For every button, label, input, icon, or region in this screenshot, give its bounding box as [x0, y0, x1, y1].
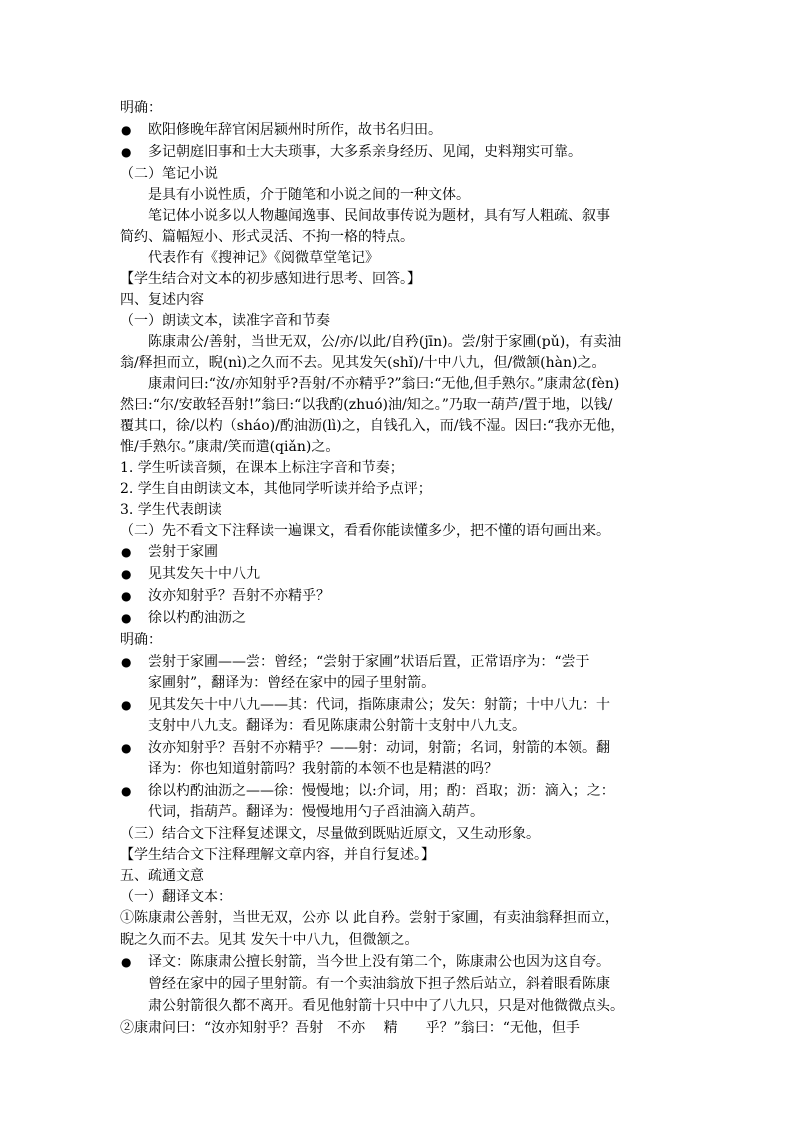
bullet-icon: ●	[121, 567, 132, 581]
text-line: 徐以杓酌油沥之——徐：慢慢地；以:介词，用；酌：舀取；沥：滴入；之：	[148, 783, 615, 799]
text-line: 支射中八九支。翻译为：看见陈康肃公射箭十支射中八九支。	[148, 718, 526, 734]
text-line: 译为：你也知道射箭吗？我射箭的本领不也是精湛的吗？	[148, 761, 498, 777]
text-line: 简约、篇幅短小、形式灵活、不拘一格的特点。	[120, 229, 414, 245]
text-line: 代表作有《搜神记》《阅微草堂笔记》	[148, 250, 379, 266]
bullet-icon: ●	[121, 655, 132, 669]
text-line: 见其发矢十中八九	[148, 566, 260, 582]
bullet-icon: ●	[121, 589, 132, 603]
text-line: 多记朝庭旧事和士大夫琐事，大多系亲身经历、见闻，史料翔实可靠。	[148, 144, 582, 160]
text-line: 覆其口，徐/以杓（sháo)/酌油沥(lì)之，自钱孔入，而/钱不湿。因曰:“我亦无他，	[120, 418, 625, 434]
text-line: 3. 学生代表朗读	[120, 502, 222, 518]
text-line: ①陈康肃公善射，当世无双，公亦 以 此自矜。尝射于家圃，有卖油翁释担而立，	[120, 910, 619, 926]
text-line: 睨之久而不去。见其 发矢十中八九，但微颔之。	[120, 932, 419, 948]
text-line: 【学生结合对文本的初步感知进行思考、回答。】	[120, 271, 421, 287]
text-line: 尝射于家圃	[148, 544, 218, 560]
text-line: 五、疏通文意	[120, 868, 204, 884]
text-line: 肃公射箭很久都不离开。看见他射箭十只中中了八九只，只是对他微微点头。	[148, 998, 624, 1014]
bullet-icon: ●	[121, 741, 132, 755]
bullet-icon: ●	[121, 698, 132, 712]
text-line: ②康肃问曰：“汝亦知射乎？吾射 不亦 精 乎？”翁曰：“无他，但手	[120, 1020, 580, 1036]
text-line: 【学生结合文下注释理解文章内容，并自行复述。】	[120, 847, 435, 863]
text-line: （三）结合文下注释复述课文，尽量做到既贴近原文，又生动形象。	[120, 826, 540, 842]
text-line: 汝亦知射乎？吾射不亦精乎？	[148, 588, 330, 604]
text-line: 2. 学生自由朗读文本，其他同学听读并给予点评；	[120, 481, 432, 497]
text-line: 尝射于家圃——尝：曾经；“尝射于家圃”状语后置，正常语序为：“尝于	[148, 654, 590, 670]
text-line: 1. 学生听读音频，在课本上标注字音和节奏；	[120, 460, 404, 476]
text-line: 曾经在家中的园子里射箭。有一个卖油翁放下担子然后站立，斜着眼看陈康	[148, 976, 610, 992]
text-line: 译文：陈康肃公擅长射箭，当今世上没有第二个，陈康肃公也因为这自夸。	[148, 954, 610, 970]
text-line: 徐以杓酌油沥之	[148, 610, 246, 626]
bullet-icon: ●	[121, 784, 132, 798]
text-line: 见其发矢十中八九——其：代词，指陈康肃公；发矢：射箭；十中八九：十	[148, 697, 610, 713]
text-line: 笔记体小说多以人物趣闻逸事、民间故事传说为题材，具有写人粗疏、叙事	[148, 208, 610, 224]
text-line: 惟/手熟尔。”康肃/笑而遣(qiǎn)之。	[120, 439, 340, 455]
bullet-icon: ●	[121, 545, 132, 559]
text-line: 家圃射”，翻译为：曾经在家中的园子里射箭。	[148, 675, 436, 691]
bullet-icon: ●	[121, 145, 132, 159]
text-line: 翁/释担而立，睨(nì)之久而不去。见其发矢(shǐ)/十中八九，但/微颔(hàn)之。	[120, 355, 606, 371]
text-line: 汝亦知射乎？吾射不亦精乎？——射：动词，射箭；名词，射箭的本领。翻	[148, 740, 610, 756]
text-line: （二）笔记小说	[120, 166, 218, 182]
text-line: （一）翻译文本：	[120, 889, 232, 905]
bullet-icon: ●	[121, 955, 132, 969]
text-line: 然曰:“尔/安敢轻吾射!”翁曰:“以我酌(zhuó)油/知之。”乃取一葫芦/置于地，以钱/	[120, 397, 613, 413]
text-line: 代词，指葫芦。翻译为：慢慢地用勺子舀油滴入葫芦。	[148, 804, 484, 820]
text-line: 欧阳修晚年辞官闲居颍州时所作，故书名归田。	[148, 122, 442, 138]
text-line: 明确：	[120, 100, 162, 116]
text-line: 陈康肃公/善射，当世无双，公/亦/以此/自矜(jīn)。尝/射于家圃(pǔ)，有卖油	[148, 334, 622, 350]
bullet-icon: ●	[121, 611, 132, 625]
text-line: 明确：	[120, 632, 162, 648]
text-line: 康肃问曰:“汝/亦知射乎?吾射/不亦精乎?”翁曰:“无他,但手熟尔。”康肃忿(fèn)	[148, 376, 620, 392]
text-line: （一）朗读文本，读准字音和节奏	[120, 313, 330, 329]
text-line: 四、复述内容	[120, 292, 204, 308]
text-line: （二）先不看文下注释读一遍课文，看看你能读懂多少，把不懂的语句画出来。	[120, 523, 610, 539]
text-line: 是具有小说性质，介于随笔和小说之间的一种文体。	[148, 187, 470, 203]
bullet-icon: ●	[121, 123, 132, 137]
